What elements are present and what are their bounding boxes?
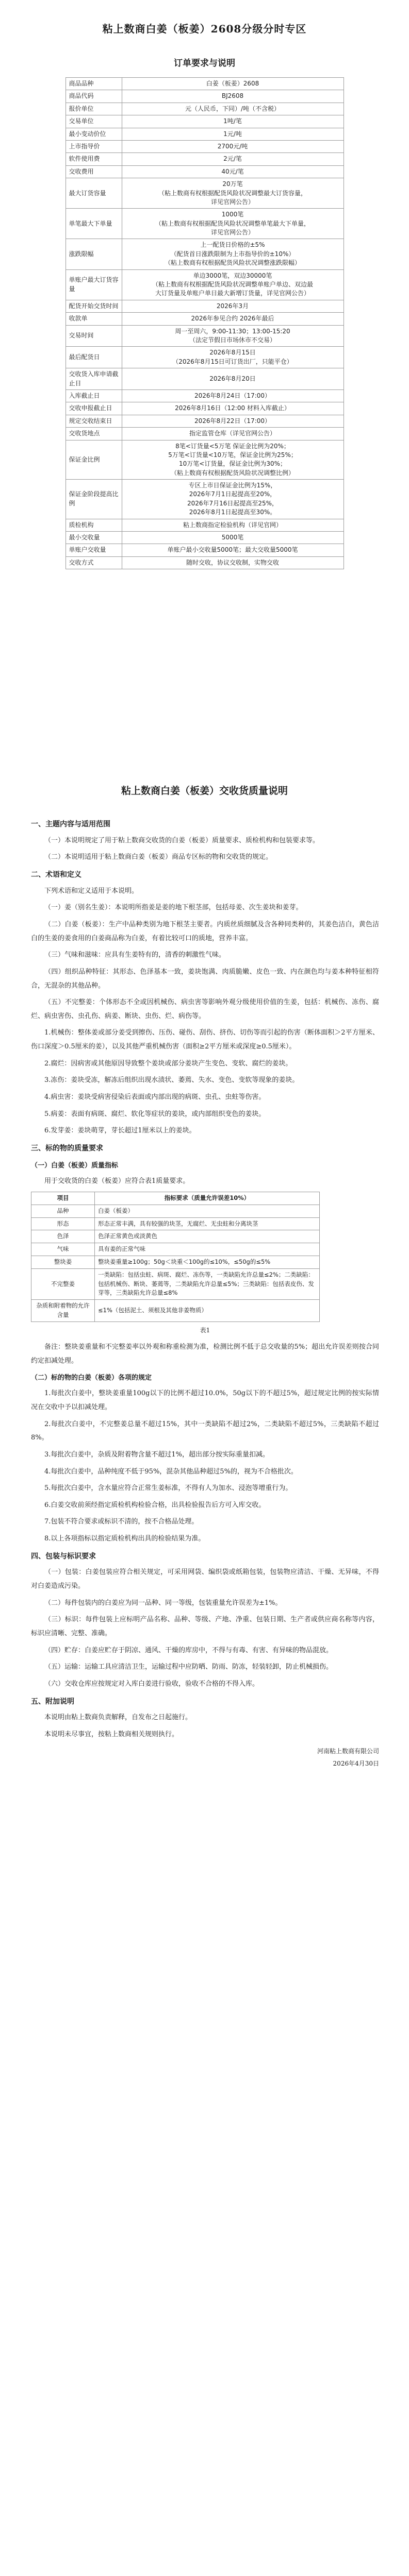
grade-row xyxy=(31,1243,320,1256)
requirement-item: 7.包装不符合要求或标识不清的，按不合格品处理。 xyxy=(44,1518,199,1526)
grade-row xyxy=(31,1230,320,1243)
sign-org: 河南粘上数商有限公司 xyxy=(317,1747,379,1755)
grade-table xyxy=(31,1192,320,1322)
grade-key: 气味 xyxy=(31,1243,95,1256)
spec-row xyxy=(66,402,343,415)
spec-key: 最大订货容量 xyxy=(66,178,122,209)
spec-key: 交收货入库申请截止日 xyxy=(66,368,122,390)
spec-key: 保证金阶段提高比例 xyxy=(66,480,122,519)
quality-section xyxy=(31,814,379,1770)
spec-value: 专区上市日保证金比例为15%， 2026年7月1日起提高至20%， 2026年7月16日起提高至25%， 2026年8月1日起提高至30%。 xyxy=(122,480,343,519)
term-item: （二）白姜（板姜）：生产中品种类别为地下根茎主要者。内质丝质细腻及含各种同类种的，其姜色洁白，黄色洁白的生姜的姜食用的白姜商品称为白姜，有着比较可口的质地，营养丰富。 xyxy=(31,920,379,942)
signature-block xyxy=(31,1745,379,1770)
grade-value: ≤1%（包括泥土、须根及其他非姜物质） xyxy=(95,1300,320,1322)
section-1-p2: （二）本说明适用于粘上数商白姜（板姜）商品专区标的物和交收货的规定。 xyxy=(44,853,273,861)
spec-row xyxy=(66,556,343,569)
spec-key: 交收方式 xyxy=(66,556,122,569)
requirement-item: 2.每批次白姜中，不完整姜总量不超过15%，其中一类缺陷不超过2%，二类缺陷不超过5%，三类缺陷不超过8%。 xyxy=(31,1420,379,1442)
section-4-title: 四、包装与标识要求 xyxy=(31,1552,96,1561)
grade-key: 不完整姜 xyxy=(31,1268,95,1299)
spec-row xyxy=(66,544,343,556)
spec-key: 软件使用费 xyxy=(66,153,122,165)
spec-key: 交易时间 xyxy=(66,325,122,347)
grade-key: 杂质和附着物的允许含量 xyxy=(31,1300,95,1322)
spec-value: 20万笔 （粘上数商有权根据配货风险状况调整最大订货容量， 详见官网公告） xyxy=(122,178,343,209)
grade-value: 一类缺陷：包括虫蛀、病斑、腐烂、冻伤等，一类缺陷允许总量≤2%；二类缺陷：包括机械伤、断块、萎蔫等，二类缺陷允许总量≤5%；三类缺陷：包括表皮伤、发芽等，三类缺陷允许总量≤8% xyxy=(95,1268,320,1299)
section-3-title: 三、标的物的质量要求 xyxy=(31,1144,103,1153)
spec-row xyxy=(66,325,343,347)
spec-key: 保证金比例 xyxy=(66,440,122,480)
term-item: 6.发芽姜：姜块萌芽，芽长超过1厘米以上的姜块。 xyxy=(44,1127,196,1135)
spec-key: 单账户交收量 xyxy=(66,544,122,556)
spec-value: 元（人民币，下同）/吨（不含税） xyxy=(122,103,343,115)
spec-key: 报价单位 xyxy=(66,103,122,115)
document-title: 粘上数商白姜（板姜）2608分级分时专区 xyxy=(102,23,307,35)
spec-key: 规定交收结束日 xyxy=(66,415,122,427)
spec-value: 白姜（板姜）2608 xyxy=(122,78,343,90)
spec-value: BJ2608 xyxy=(122,90,343,103)
term-item: 4.病虫害：姜块受病害侵染后表面或内部出现的病斑、虫孔、虫蛀等伤害。 xyxy=(44,1093,266,1101)
spec-key: 配货开始交货时间 xyxy=(66,300,122,312)
requirement-item: 8.以上各项指标以指定质检机构出具的检验结果为准。 xyxy=(44,1535,205,1543)
spec-value: 1000笔 （粘上数商有权根据配货风险状况调整单笔最大下单量， 详见官网公告） xyxy=(122,209,343,239)
spec-row xyxy=(66,269,343,300)
spec-row xyxy=(66,140,343,152)
term-item: 1.机械伤：整体姜或部分姜受到擦伤、压伤、碰伤、刮伤、挤伤、切伤等而引起的伤害（断体面积＞2平方厘米、伤口深度＞0.5厘米的姜），以及其他严重机械伤害（面积≥2平方厘米或深度≥0.5厘米）。 xyxy=(31,1029,379,1051)
spec-key: 交收申报截止日 xyxy=(66,402,122,415)
term-item: 5.病姜：表面有病斑、腐烂、软化等症状的姜块，或内部组织变色的姜块。 xyxy=(44,1110,266,1118)
grade-value: 具有姜的正常气味 xyxy=(95,1243,320,1256)
section-1-p1: （一）本说明规定了用于粘上数商交收货的白姜（板姜）质量要求、质检机构和包装要求等。 xyxy=(44,836,320,844)
section-4-p2: （二）每件包装内的白姜应为同一品种、同一等级，包装重量允许误差为±1%。 xyxy=(44,1599,282,1607)
sub2-list xyxy=(31,1387,379,1546)
grade-header-cell: 项目 xyxy=(31,1192,95,1205)
requirement-item: 3.每批次白姜中，杂质及附着物含量不超过1%，超出部分按实际重量扣减。 xyxy=(44,1450,270,1459)
section-3-sub1-text: 用于交收货的白姜（板姜）应符合表1质量要求。 xyxy=(44,1177,190,1185)
section-4-p5: （五）运输：运输工具应清洁卫生，运输过程中应防晒、防雨、防冻，轻装轻卸，防止机械损伤。 xyxy=(44,1663,333,1671)
spec-key: 上市指导价 xyxy=(66,140,122,152)
spec-value: 5000笔 xyxy=(122,532,343,544)
spec-key: 交易单位 xyxy=(66,115,122,128)
spec-row xyxy=(66,480,343,519)
grade-key: 形态 xyxy=(31,1217,95,1230)
grade-header-row xyxy=(31,1192,320,1205)
spec-row xyxy=(66,368,343,390)
term-item: 3.冻伤：姜块受冻，解冻后组织出现水渍状、萎蔫、失水、变色、变软等现象的姜块。 xyxy=(44,1076,299,1084)
spec-row xyxy=(66,440,343,480)
spec-value: 2026年8月16日（12:00 材料入库截止） xyxy=(122,402,343,415)
spec-value: 指定监管仓库（详见官网公告） xyxy=(122,428,343,440)
term-item: （一）姜（别名生姜）：本说明所指姜是姜的地下根茎部，包括母姜、次生姜块和姜芽。 xyxy=(44,904,303,912)
spec-row xyxy=(66,165,343,178)
grade-value: 整块姜重量≥100g；50g＜块重＜100g的≤10%，≤50g的≤5% xyxy=(95,1256,320,1268)
spec-value: 2026年8月22日（17:00） xyxy=(122,415,343,427)
spec-row xyxy=(66,428,343,440)
sign-date: 2026年4月30日 xyxy=(333,1759,379,1767)
grade-value: 白姜（板姜） xyxy=(95,1205,320,1217)
section-4-p1: （一）包装：白姜包装应符合相关规定，可采用网袋、编织袋或纸箱包装，包装物应清洁、干燥、无异味，不得对白姜造成污染。 xyxy=(31,1568,379,1590)
grade-key: 整块姜 xyxy=(31,1256,95,1268)
spec-value: 8笔<订货量<5万笔 保证金比例为20%； 5万笔<订货量<10万笔，保证金比例为25%； 10万笔<订货量，保证金比例为30%； （粘上数商有权根据配货风险状况调整比例） xyxy=(122,440,343,480)
spec-value: 2026年3月 xyxy=(122,300,343,312)
spec-row xyxy=(66,519,343,531)
grade-value: 形态正常丰满，具有较强的块茎，无腐烂、无虫蛀和分离块茎 xyxy=(95,1217,320,1230)
spec-row xyxy=(66,115,343,128)
section-4-p6: （六）交收仓库应按规定对入库白姜进行验收，验收不合格的不得入库。 xyxy=(44,1680,259,1688)
spec-row xyxy=(66,103,343,115)
grade-row xyxy=(31,1268,320,1299)
spec-key: 商品代码 xyxy=(66,90,122,103)
spec-row xyxy=(66,178,343,209)
section-4-p4: （四）贮存：白姜应贮存于阴凉、通风、干燥的库房中，不得与有毒、有害、有异味的物品混放。 xyxy=(44,1646,333,1654)
table-caption: 表1 xyxy=(200,1326,210,1334)
section-2-title: 二、术语和定义 xyxy=(31,870,81,879)
section-5-p1: 本说明由粘上数商负责解释，自发布之日起施行。 xyxy=(44,1714,192,1722)
spec-key: 最后配货日 xyxy=(66,347,122,368)
section-5-p2: 本说明未尽事宜，按粘上数商相关规则执行。 xyxy=(44,1730,179,1738)
spec-key: 单账户最大订货容量 xyxy=(66,269,122,300)
spec-value: 随时交收，协议交收制，实物交收 xyxy=(122,556,343,569)
spec-row xyxy=(66,389,343,402)
term-item: （三）气味和滋味：应具有生姜特有的，清香的刺激性气味。 xyxy=(44,951,226,959)
spec-value: 2元/笔 xyxy=(122,153,343,165)
grade-row xyxy=(31,1300,320,1322)
grade-header-cell: 指标要求（质量允许误差10%） xyxy=(95,1192,320,1205)
spec-value: 2026年8月20日 xyxy=(122,368,343,390)
grade-note: 备注：整块姜重量和不完整姜率以外观和称重检测为准，检测比例不低于总交收量的5%；超出允许误差则按合同约定扣减处理。 xyxy=(31,1343,379,1365)
spec-key: 商品品种 xyxy=(66,78,122,90)
spec-row xyxy=(66,90,343,103)
requirement-item: 6.白姜交收前须经指定质检机构检验合格，出具检验报告后方可入库交收。 xyxy=(44,1501,266,1509)
grade-key: 品种 xyxy=(31,1205,95,1217)
spec-key: 收款单 xyxy=(66,313,122,325)
section-1-title: 一、主题内容与适用范围 xyxy=(31,820,110,828)
spec-row xyxy=(66,300,343,312)
spec-key: 质检机构 xyxy=(66,519,122,531)
spec-value: 2026年8月24日（17:00） xyxy=(122,389,343,402)
grade-value: 色泽正常黄色或淡黄色 xyxy=(95,1230,320,1243)
spec-key: 最小变动价位 xyxy=(66,128,122,140)
term-item: （五）不完整姜：个体形态不全或因机械伤、病虫害等影响外观分级使用价值的生姜，包括：机械伤、冻伤、腐烂、病虫害伤、虫孔伤、病姜、断块、虫伤、烂、病伤等。 xyxy=(31,998,379,1020)
section-3-sub2: （二）标的物的白姜（板姜）各项的规定 xyxy=(31,1374,152,1382)
spec-value: 1吨/笔 xyxy=(122,115,343,128)
spec-value: 上一配货日价格的±5% （配货首日涨跌限制为上市指导价的±10%） （粘上数商有权根据配货风险状况调整涨跌限幅） xyxy=(122,239,343,269)
grade-row xyxy=(31,1256,320,1268)
spec-row xyxy=(66,78,343,90)
spec-key: 交收货地点 xyxy=(66,428,122,440)
term-item: （四）组织品种特征：其形态、色泽基本一致，姜块饱满、肉质脆嫩、皮色一致、内在颜色均与姜本种特征相符合，无混杂的其他品种。 xyxy=(31,968,379,990)
grade-row xyxy=(31,1205,320,1217)
spec-value: 周一至周六，9:00-11:30；13:00-15:20 （法定节假日市场休市不交易） xyxy=(122,325,343,347)
term-item: 2.腐烂：因病害或其他原因导致整个姜块或部分姜块产生变色、变软、腐烂的姜块。 xyxy=(44,1059,292,1067)
spec-row xyxy=(66,532,343,544)
section-5-title: 五、附加说明 xyxy=(31,1697,74,1706)
spec-key: 单笔最大下单量 xyxy=(66,209,122,239)
spec-row xyxy=(66,347,343,368)
spec-value: 粘上数商指定检验机构（详见官网） xyxy=(122,519,343,531)
section-4-p3: （三）标识：每件包装上应标明产品名称、品种、等级、产地、净重、包装日期、生产者或供应商名称等内容，标识应清晰、完整、准确。 xyxy=(31,1616,379,1637)
spec-key: 最小交收量 xyxy=(66,532,122,544)
requirement-item: 4.每批次白姜中，品种纯度不低于95%，混杂其他品种超过5%的，视为不合格批次。 xyxy=(44,1467,298,1476)
spec-row xyxy=(66,313,343,325)
quality-title: 粘上数商白姜（板姜）交收货质量说明 xyxy=(121,785,288,796)
spec-table xyxy=(66,77,344,569)
spec-value: 2700元/吨 xyxy=(122,140,343,152)
spec-row xyxy=(66,153,343,165)
spec-key: 交收费用 xyxy=(66,165,122,178)
grade-key: 色泽 xyxy=(31,1230,95,1243)
spec-value: 40元/笔 xyxy=(122,165,343,178)
grade-row xyxy=(31,1217,320,1230)
section-2-intro: 下列术语和定义适用于本说明。 xyxy=(44,887,139,895)
requirement-item: 5.每批次白姜中，含水量应符合正常生姜标准，不得有人为加水、浸泡等增重行为。 xyxy=(44,1484,292,1493)
spec-value: 单账户最小交收量5000笔；最大交收量5000笔 xyxy=(122,544,343,556)
section-3-sub1: （一）白姜（板姜）质量指标 xyxy=(31,1161,119,1170)
spec-value: 2026年参见合约 2026年最后 xyxy=(122,313,343,325)
document-subtitle: 订单要求与说明 xyxy=(174,58,235,69)
spec-row xyxy=(66,209,343,239)
spec-value: 2026年8月15日 （2026年8月15日可订货出厂，只能平仓） xyxy=(122,347,343,368)
terms-list xyxy=(31,901,379,1138)
spec-row xyxy=(66,239,343,269)
spec-row xyxy=(66,415,343,427)
spec-key: 涨跌限幅 xyxy=(66,239,122,269)
spec-row xyxy=(66,128,343,140)
spec-value: 1元/吨 xyxy=(122,128,343,140)
requirement-item: 1.每批次白姜中，整块姜重量100g以下的比例不超过10.0%，50g以下的不超过5%，超过规定比例的按实际情况在交收中予以扣减处理。 xyxy=(31,1389,379,1411)
spec-key: 入库截止日 xyxy=(66,389,122,402)
spec-value: 单边3000笔，双边30000笔 （粘上数商有权根据配货风险状况调整单账户单边、双边最 大订货量及单账户单日最大新增订货量，详见官网公告） xyxy=(122,269,343,300)
